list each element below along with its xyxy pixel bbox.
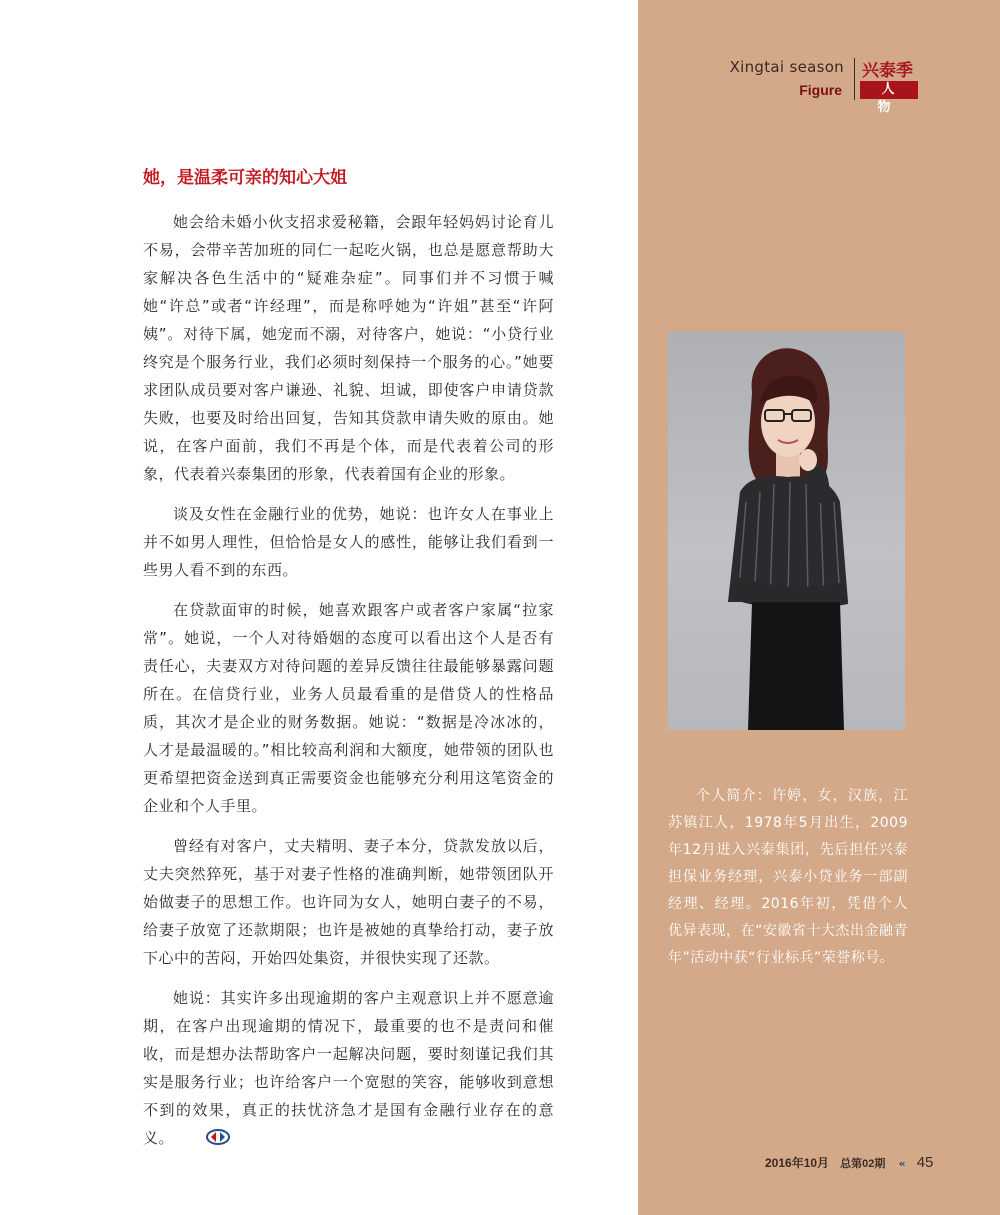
masthead-title-cn: 兴泰季 [862, 61, 913, 81]
masthead-title-en: Xingtai season [729, 58, 844, 76]
end-mark-icon [176, 1126, 200, 1142]
page-footer [765, 1152, 933, 1171]
article-paragraph: 她会给未婚小伙支招求爱秘籍，会跟年轻妈妈讨论育儿不易，会带辛苦加班的同仁一起吃火锅，也总是愿意帮助大家解决各色生活中的“疑难杂症”。同事们并不习惯于喊她“许总”或者“许经理”，而是称呼她为“许姐”甚至“许阿姨”。对待下属，她宠而不溺，对待客户，她说：“小贷行业终究是个服务行业，我们必须时刻保持一个服务的心。”她要求团队成员要对客户谦逊、礼貌、坦诚，即使客户申请贷款失败，也要及时给出回复，告知其贷款申请失败的原由。她说，在客户面前，我们不再是个体，而是代表着公司的形象，代表着兴泰集团的形象，代表着国有企业的形象。 [143, 213, 554, 483]
footer-date: 2016年10月 [765, 1156, 830, 1170]
article-paragraph: 曾经有对客户，丈夫精明、妻子本分，贷款发放以后，丈夫突然猝死，基于对妻子性格的准确判断，她带领团队开始做妻子的思想工作。也许同为女人，她明白妻子的不易，给妻子放宽了还款期限；也许是被她的真挚给打动，妻子放下心中的苦闷，开始四处集资，并很快实现了还款。 [143, 837, 554, 967]
article-paragraph: 在贷款面审的时候，她喜欢跟客户或者客户家属“拉家常”。她说，一个人对待婚姻的态度可以看出这个人是否有责任心，夫妻双方对待问题的差异反馈往往最能够暴露问题所在。在信贷行业，业务人员最看重的是借贷人的性格品质，其次才是企业的财务数据。她说：“数据是冷冰冰的，人才是最温暖的。”相比较高利润和大额度，她带领的团队也更希望把资金送到真正需要资金也能够充分利用这笔资金的企业和个人手里。 [143, 601, 554, 815]
masthead-divider [854, 58, 855, 100]
bio-text: 个人简介：许婷，女，汉族，江苏镇江人，1978年5月出生，2009年12月进入兴泰集团，先后担任兴泰担保业务经理，兴泰小贷业务一部副经理、经理。2016年初，凭借个人优异表现，在“安徽省十大杰出金融青年”活动中获“行业标兵”荣誉称号。 [668, 788, 908, 966]
article-paragraph: 谈及女性在金融行业的优势，她说：也许女人在事业上并不如男人理性，但恰恰是女人的感性，能够让我们看到一些男人看不到的东西。 [143, 505, 554, 579]
masthead-section-cn: 人 物 [860, 81, 918, 99]
double-chevron-left-icon: « [898, 1157, 906, 1170]
masthead-section-en: Figure [799, 82, 842, 98]
footer-issue: 总第02期 [840, 1158, 886, 1170]
article-heading: 她，是温柔可亲的知心大姐 [143, 168, 347, 188]
article-paragraph-text: 她说：其实许多出现逾期的客户主观意识上并不愿意逾期，在客户出现逾期的情况下，最重要的也不是责问和催收，而是想办法帮助客户一起解决问题，要时刻谨记我们其实是服务行业；也许给客户一个宽慰的笑容，能够收到意想不到的效果，真正的扶忧济急才是国有金融行业存在的意义。 [143, 989, 554, 1147]
article-body [143, 208, 554, 1164]
portrait-photo [668, 332, 905, 730]
article-paragraph [143, 984, 554, 1152]
masthead [700, 56, 920, 115]
page-number: 45 [916, 1154, 934, 1171]
